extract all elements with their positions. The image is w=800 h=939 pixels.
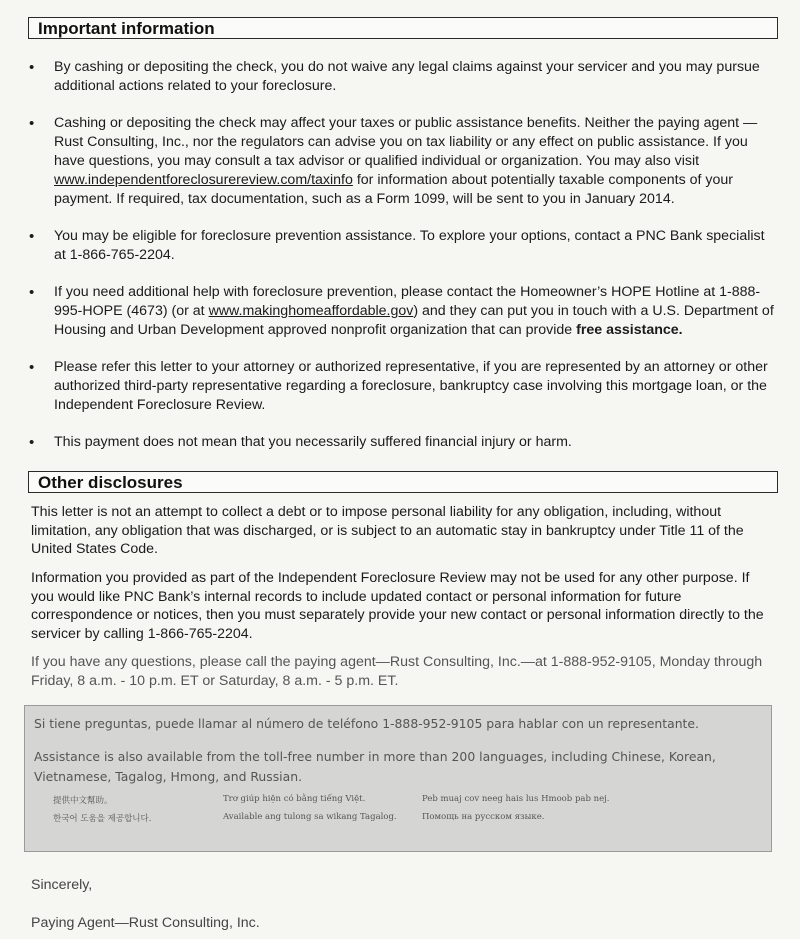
contact-info-notice: Information you provided as part of the Independent Foreclosure Review may not be used for any other purpose. If you would like PNC Bank’s internal records to include updated contact or personal information for future correspondence or notices, then you must separately provide your new contact or personal information directly to the servicer by calling 1-866-765-2204.: [31, 570, 764, 642]
bullet-text: You may be eligible for foreclosure prevention assistance. To explore your options, contact a PNC Bank specialist at 1-866-765-2204.: [54, 228, 765, 263]
language-assistance-box: [24, 705, 772, 852]
making-home-affordable-link[interactable]: www.makinghomeaffordable.gov: [208, 303, 414, 319]
important-info-heading: Important information: [38, 19, 215, 38]
spanish-assistance-text: Si tiene preguntas, puede llamar al número de teléfono 1-888-952-9105 para hablar con un representante.: [34, 716, 699, 731]
vietnamese-text: Trơ giúp hiện có bằng tiếng Việt.: [223, 794, 366, 804]
bullet-text: ) and they can put you in touch with a U.S. Department of Housing and Urban Development approved nonprofit organization that can provide: [54, 303, 774, 338]
list-item: [28, 283, 778, 340]
tagalog-text: Available ang tulong sa wikang Tagalog.: [223, 812, 397, 822]
multilingual-assistance-text: Assistance is also available from the toll-free number in more than 200 languages, including Chinese, Korean, Vietnamese, Tagalog, Hmong, and Russian.: [34, 749, 716, 784]
bullet-text: Cashing or depositing the check may affect your taxes or public assistance benefits. Neither the paying agent —Rust Consulting, Inc., nor the regulators can advise you on tax liability or any effect on public assistance. If you have questions, you may consult a tax advisor or qualified individual or organization. You may also visit: [54, 115, 758, 169]
other-disclosures-heading: Other disclosures: [38, 473, 183, 492]
signature-line: Paying Agent—Rust Consulting, Inc.: [31, 915, 260, 931]
chinese-text: 提供中文幫助。: [53, 796, 113, 806]
important-info-list: [28, 58, 778, 470]
debt-collection-disclaimer: This letter is not an attempt to collect a debt or to impose personal liability for any obligation, including, without limitation, any obligation that was discharged, or is subject to an automatic stay in bankruptcy under Title 11 of the United States Code.: [31, 504, 744, 557]
list-item: [28, 227, 778, 265]
tax-info-link[interactable]: www.independentforeclosurereview.com/taxinfo: [54, 172, 353, 188]
list-item: [28, 114, 778, 209]
other-disclosures-heading-box: [28, 471, 778, 493]
questions-contact-paragraph: If you have any questions, please call the paying agent—Rust Consulting, Inc.—at 1-888-952-9105, Monday through Friday, 8 a.m. - 10 p.m. ET or Saturday, 8 a.m. - 5 p.m. ET.: [31, 654, 763, 689]
korean-text: 한국어 도움을 제공합니다.: [53, 814, 152, 824]
bullet-text: If you need additional help with foreclosure prevention, please contact the Homeowner’s HOPE Hotline at 1-888-995-HOPE (4673) (or at: [54, 284, 761, 319]
hmong-text: Peb muaj cov neeg hais lus Hmoob pab nej.: [422, 794, 610, 804]
closing-salutation: Sincerely,: [31, 877, 93, 893]
bullet-text: This payment does not mean that you necessarily suffered financial injury or harm.: [54, 434, 572, 450]
free-assistance-emphasis: free assistance.: [576, 322, 683, 338]
bullet-text: for information about potentially taxable components of your payment. If required, tax documentation, such as a Form 1099, will be sent to you in January 2014.: [54, 172, 734, 207]
bullet-text: By cashing or depositing the check, you do not waive any legal claims against your servicer and you may pursue additional actions related to your foreclosure.: [54, 59, 760, 94]
list-item: [28, 358, 778, 415]
bullet-text: Please refer this letter to your attorney or authorized representative, if you are represented by an attorney or other authorized third-party representative regarding a foreclosure, bankruptcy case involving this mortgage loan, or the Independent Foreclosure Review.: [54, 359, 768, 413]
list-item: [28, 58, 778, 96]
important-info-heading-box: [28, 17, 778, 39]
list-item: [28, 433, 778, 452]
russian-text: Помощь на русском языке.: [422, 812, 545, 822]
